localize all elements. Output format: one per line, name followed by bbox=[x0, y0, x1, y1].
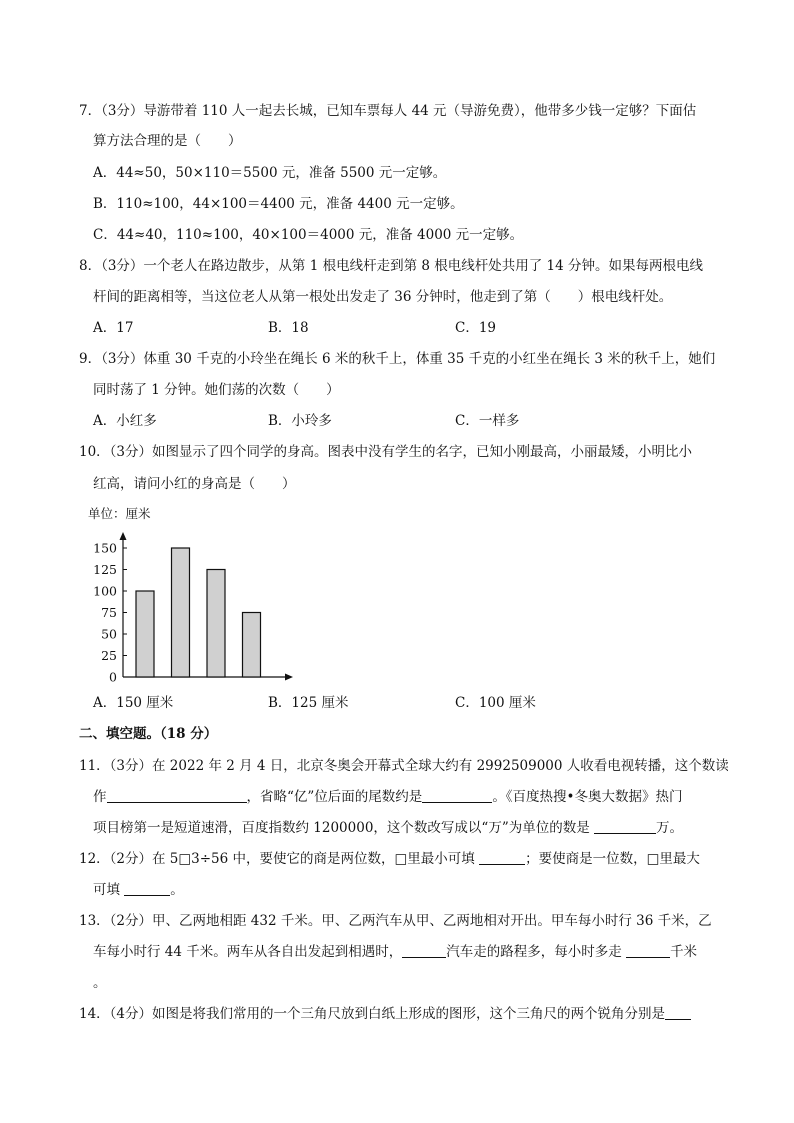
q12-text-end: 。 bbox=[170, 882, 184, 898]
q9-stem-line2: 同时荡了 1 分钟。她们荡的次数（ ） bbox=[93, 382, 340, 398]
q13-stem-line2 bbox=[93, 942, 697, 962]
q14-stem-line1 bbox=[79, 1004, 691, 1024]
q9-stem-line1: 9．（3分）体重 30 千克的小玲坐在绳长 6 米的秋千上，体重 35 千克的小红坐在绳长 3 米的秋千上，她们 bbox=[79, 351, 716, 367]
y-tick-label: 0 bbox=[109, 669, 117, 685]
y-tick-label: 50 bbox=[101, 626, 117, 642]
q8-option-a: A．17 bbox=[93, 320, 134, 336]
q11-text-read: 作 bbox=[93, 789, 107, 805]
q13-stem-line3: 。 bbox=[93, 975, 107, 991]
bar bbox=[243, 613, 261, 678]
q11-text-wan-unit: 万。 bbox=[656, 820, 684, 836]
y-tick-label: 25 bbox=[101, 648, 117, 663]
q11-blank-approx[interactable] bbox=[422, 788, 492, 803]
q11-text-approx: ，省略“亿”位后面的尾数约是 bbox=[246, 789, 423, 805]
q8-stem-line2: 杆间的距离相等，当这位老人从第一根处出发走了 36 分钟时，他走到了第（ ）根电线杆处。 bbox=[93, 289, 673, 305]
q10-option-b: B．125 厘米 bbox=[268, 695, 349, 711]
q7-option-a: A．44≈50，50×110＝5500 元，准备 5500 元一定够。 bbox=[93, 165, 447, 181]
q13-text-meet: 车每小时行 44 千米。两车从各自出发起到相遇时， bbox=[93, 944, 403, 960]
chart-unit-title: 单位：厘米 bbox=[88, 506, 151, 521]
q10-stem-line1: 10．（3分）如图显示了四个同学的身高。图表中没有学生的名字，已知小刚最高，小丽最矮，小明比小 bbox=[79, 444, 693, 460]
q10-option-a: A．150 厘米 bbox=[93, 695, 174, 711]
q9-option-c: C．一样多 bbox=[455, 413, 520, 429]
q7-stem-line2: 算方法合理的是（ ） bbox=[93, 133, 242, 149]
q13-blank-km[interactable] bbox=[626, 943, 670, 958]
q11-stem-line1: 11．（3分）在 2022 年 2 月 4 日，北京冬奥会开幕式全球大约有 2992509000 人收看电视转播，这个数读 bbox=[79, 758, 729, 774]
y-axis-arrow bbox=[120, 532, 127, 540]
q11-stem-line3 bbox=[93, 818, 683, 838]
q12-stem-line2 bbox=[93, 880, 184, 900]
q14-blank-angles[interactable] bbox=[665, 1005, 691, 1020]
y-tick-label: 150 bbox=[93, 540, 117, 556]
q10-option-c: C．100 厘米 bbox=[455, 695, 536, 711]
y-tick-label: 100 bbox=[93, 583, 117, 599]
q13-text-km: 千米 bbox=[670, 944, 698, 960]
q12-text-min: 12．（2分）在 5□3÷56 中，要使它的商是两位数，□里最小可填 bbox=[79, 851, 480, 867]
q12-stem-line1 bbox=[79, 849, 700, 869]
q11-stem-line2 bbox=[93, 787, 683, 807]
q7-stem-line1: 7．（3分）导游带着 110 人一起去长城，已知车票每人 44 元（导游免费），他带多少钱一定够？下面估 bbox=[79, 103, 697, 119]
y-tick-label: 125 bbox=[93, 562, 117, 577]
q10-stem-line2: 红高，请问小红的身高是（ ） bbox=[93, 476, 296, 492]
q12-text-fill: 可填 bbox=[93, 882, 125, 898]
q14-text: 14．（4分）如图是将我们常用的一个三角尺放到白纸上形成的图形，这个三角尺的两个锐角分别是 bbox=[79, 1006, 666, 1022]
q11-text-baidu: 。《百度热搜•冬奥大数据》热门 bbox=[492, 789, 683, 805]
x-axis-arrow bbox=[285, 674, 293, 681]
q12-blank-max[interactable] bbox=[124, 881, 170, 896]
height-bar-chart bbox=[88, 506, 308, 690]
q13-stem-line1: 13．（2分）甲、乙两地相距 432 千米。甲、乙两汽车从甲、乙两地相对开出。甲车每小时行 36 千米，乙 bbox=[79, 913, 712, 929]
bar bbox=[136, 591, 154, 677]
q7-option-c: C．44≈40，110≈100，40×100＝4000 元，准备 4000 元一定够。 bbox=[93, 227, 524, 243]
q8-option-c: C．19 bbox=[455, 320, 497, 336]
q13-text-more: 汽车走的路程多，每小时多走 bbox=[446, 944, 627, 960]
q8-option-b: B．18 bbox=[268, 320, 309, 336]
q12-blank-min[interactable] bbox=[479, 850, 525, 865]
q11-blank-read[interactable] bbox=[107, 788, 247, 803]
bar bbox=[172, 548, 190, 677]
q12-text-max: ；要使商是一位数，□里最大 bbox=[525, 851, 700, 867]
y-tick-label: 75 bbox=[101, 605, 117, 620]
q9-option-b: B．小玲多 bbox=[268, 413, 332, 429]
q8-stem-line1: 8．（3分）一个老人在路边散步，从第 1 根电线杆走到第 8 根电线杆处共用了 14 分钟。如果每两根电线 bbox=[79, 258, 704, 274]
section-fill-in-title: 二、填空题。（18 分） bbox=[79, 726, 218, 742]
q11-blank-wan[interactable] bbox=[594, 819, 656, 834]
bar bbox=[207, 570, 225, 678]
q9-option-a: A．小红多 bbox=[93, 413, 157, 429]
q7-option-b: B．110≈100，44×100＝4400 元，准备 4400 元一定够。 bbox=[93, 196, 464, 212]
q11-text-wan: 项目榜第一是短道速滑，百度指数约 1200000，这个数改写成以“万”为单位的数是 bbox=[93, 820, 595, 836]
q13-blank-which-car[interactable] bbox=[402, 943, 446, 958]
